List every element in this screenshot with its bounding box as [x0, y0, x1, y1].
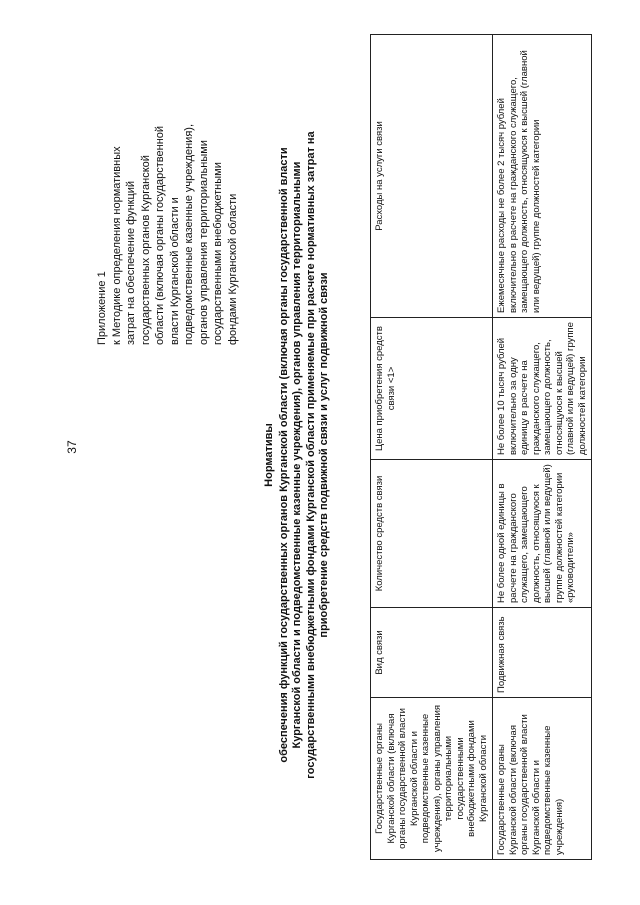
header-price: Цена приобретения средств связи <1>	[371, 318, 493, 460]
appendix-line: подведомственные казенные учреждения),	[183, 124, 195, 345]
cell-connection-type: Подвижная связь	[493, 608, 592, 698]
appendix-line: области (включая органы государственной	[154, 125, 166, 345]
appendix-line: государственных органов Курганской	[139, 155, 152, 345]
table-header-row	[371, 35, 493, 860]
appendix-line: Приложение 1	[96, 271, 108, 345]
title-heading: Нормативы	[263, 423, 275, 487]
header-connection-type: Вид связи	[371, 608, 493, 698]
header-organs: Государственные органы Курганской области (включая органы государственной власти Курганской области и подведомственные казенные учреждения), органы управления территориальными государственными внебюджетными фондами Курганской области	[371, 698, 493, 860]
document-title	[263, 75, 332, 835]
cell-quantity: Не более одной единицы в расчете на гражданского служащего, замещающего должность, относящуюся к высшей (главной или ведущей) группе должностей категории «руководители»	[493, 460, 592, 608]
cell-price: Не более 10 тысяч рублей включительно за одну единицу в расчете на гражданского служащего, замещающего должность, относящуюся к высшей (главной или ведущей) группе должностей категории	[493, 318, 592, 460]
norms-table	[370, 34, 592, 860]
appendix-line: затрат на обеспечение функций	[125, 180, 137, 345]
cell-organs: Государственные органы Курганской области (включая органы государственной власти Курганской области и подведомственные казенные учреждения)	[493, 698, 592, 860]
appendix-line: государственными внебюджетными	[212, 162, 224, 345]
header-quantity: Количество средств связи	[371, 460, 493, 608]
cell-service-costs: Ежемесячные расходы не более 2 тысяч рублей включительно в расчете на гражданского служащего, замещающего должность, относящуюся к высшей (главной или ведущей) группе должностей категории	[493, 35, 592, 318]
title-line: государственными внебюджетными фондами Курганской области применяемые при расчете нормативных затрат на	[304, 131, 317, 779]
title-line: приобретение средств подвижной связи и услуг подвижной связи	[318, 272, 330, 638]
page-number: 37	[65, 440, 79, 454]
appendix-line: фондами Курганской области	[226, 193, 239, 345]
header-service-costs: Расходы на услуги связи	[371, 35, 493, 318]
appendix-note	[95, 15, 240, 345]
title-line: Курганской области и подведомственные казенные учреждения), органов управления территориальными	[291, 161, 303, 749]
appendix-line: власти Курганской области и	[168, 197, 181, 345]
table-row	[493, 35, 592, 860]
title-line: обеспечения функций государственных органов Курганской области (включая органы государственной власти	[277, 147, 290, 763]
appendix-line: органов управления территориальными	[197, 140, 210, 345]
appendix-line: к Методике определения нормативных	[110, 146, 123, 345]
